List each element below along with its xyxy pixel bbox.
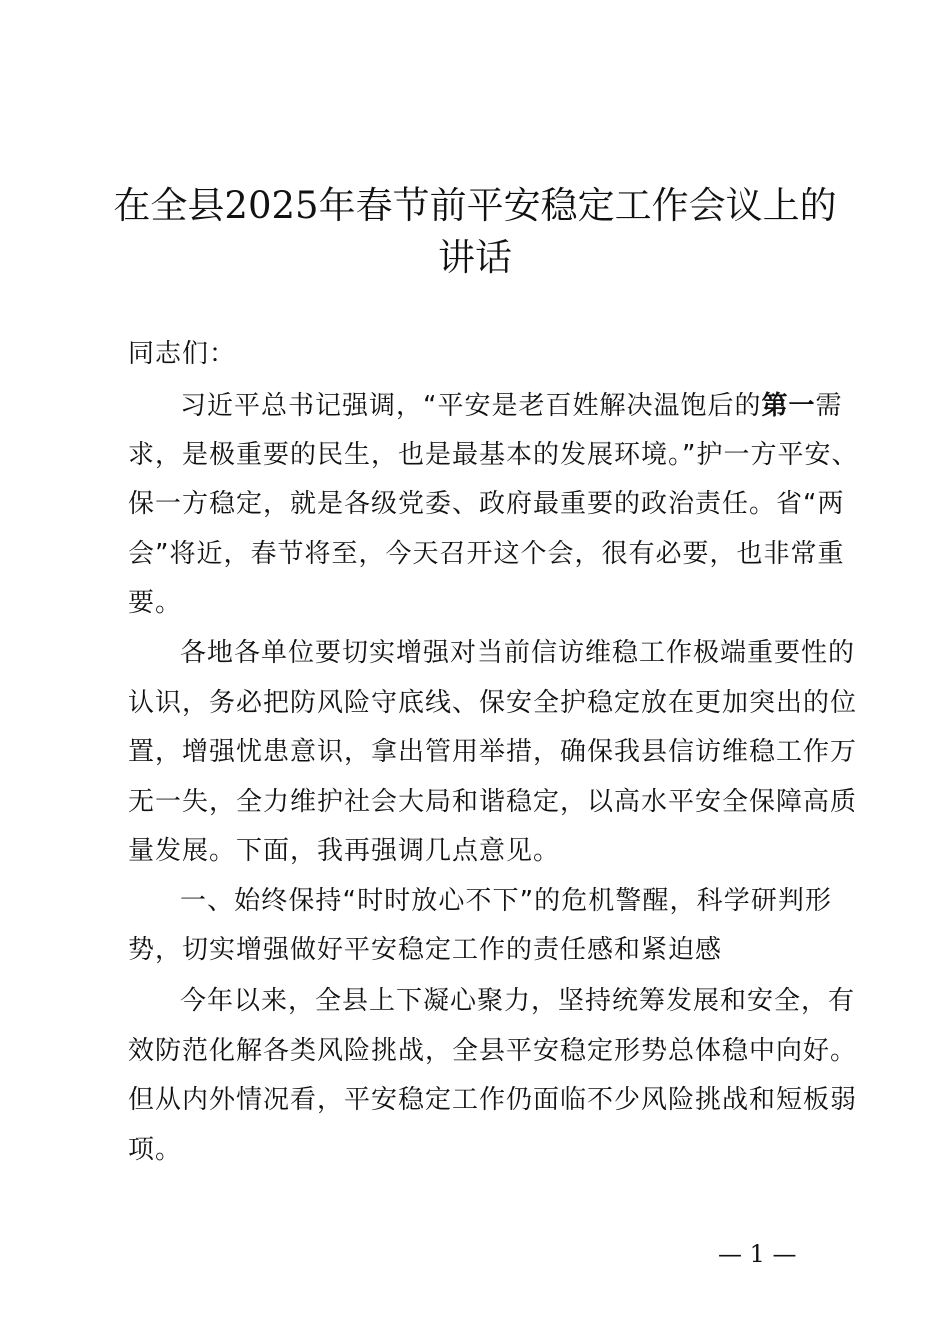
para3-line1: 今年以来，全县上下凝心聚力，坚持统筹发展和安全，有 bbox=[180, 986, 856, 1016]
para1-line1-bold: 第一 bbox=[761, 391, 816, 421]
para2-line1: 各地各单位要切实增强对当前信访维稳工作极端重要性的 bbox=[180, 638, 856, 668]
para3-line4: 项。 bbox=[128, 1135, 183, 1165]
document-title-line-2: 讲话 bbox=[438, 236, 512, 279]
para1-line5: 要。 bbox=[128, 588, 183, 618]
para1-line1 bbox=[180, 388, 843, 424]
para1-line4: 会”将近，春节将至，今天召开这个会，很有必要，也非常重 bbox=[128, 539, 845, 569]
para2-line3: 置，增强忧患意识，拿出管用举措，确保我县信访维稳工作万 bbox=[128, 737, 858, 767]
para1-line2: 求，是极重要的民生，也是最基本的发展环境。”护一方平安、 bbox=[128, 440, 859, 470]
para1-line3: 保一方稳定，就是各级党委、政府最重要的政治责任。省“两 bbox=[128, 489, 845, 519]
para1-line1-pre: 习近平总书记强调，“平安是老百姓解决温饱后的 bbox=[180, 391, 762, 421]
document-title-line-1: 在全县2025年春节前平安稳定工作会议上的 bbox=[113, 184, 837, 227]
salutation: 同志们： bbox=[128, 339, 237, 369]
para1-line1-post: 需 bbox=[815, 391, 843, 421]
para2-line4: 无一失，全力维护社会大局和谐稳定，以高水平安全保障高质 bbox=[128, 787, 858, 817]
para2-line5: 量发展。下面，我再强调几点意见。 bbox=[128, 836, 561, 866]
para3-line3: 但从内外情况看，平安稳定工作仍面临不少风险挑战和短板弱 bbox=[128, 1085, 858, 1115]
heading1-line1: 一、始终保持“时时放心不下”的危机警醒，科学研判形 bbox=[180, 886, 832, 916]
heading1-line2: 势，切实增强做好平安稳定工作的责任感和紧迫感 bbox=[128, 935, 723, 965]
page-number: — 1 — bbox=[718, 1240, 797, 1268]
para2-line2: 认识，务必把防风险守底线、保安全护稳定放在更加突出的位 bbox=[128, 688, 858, 718]
para3-line2: 效防范化解各类风险挑战，全县平安稳定形势总体稳中向好。 bbox=[128, 1036, 858, 1066]
